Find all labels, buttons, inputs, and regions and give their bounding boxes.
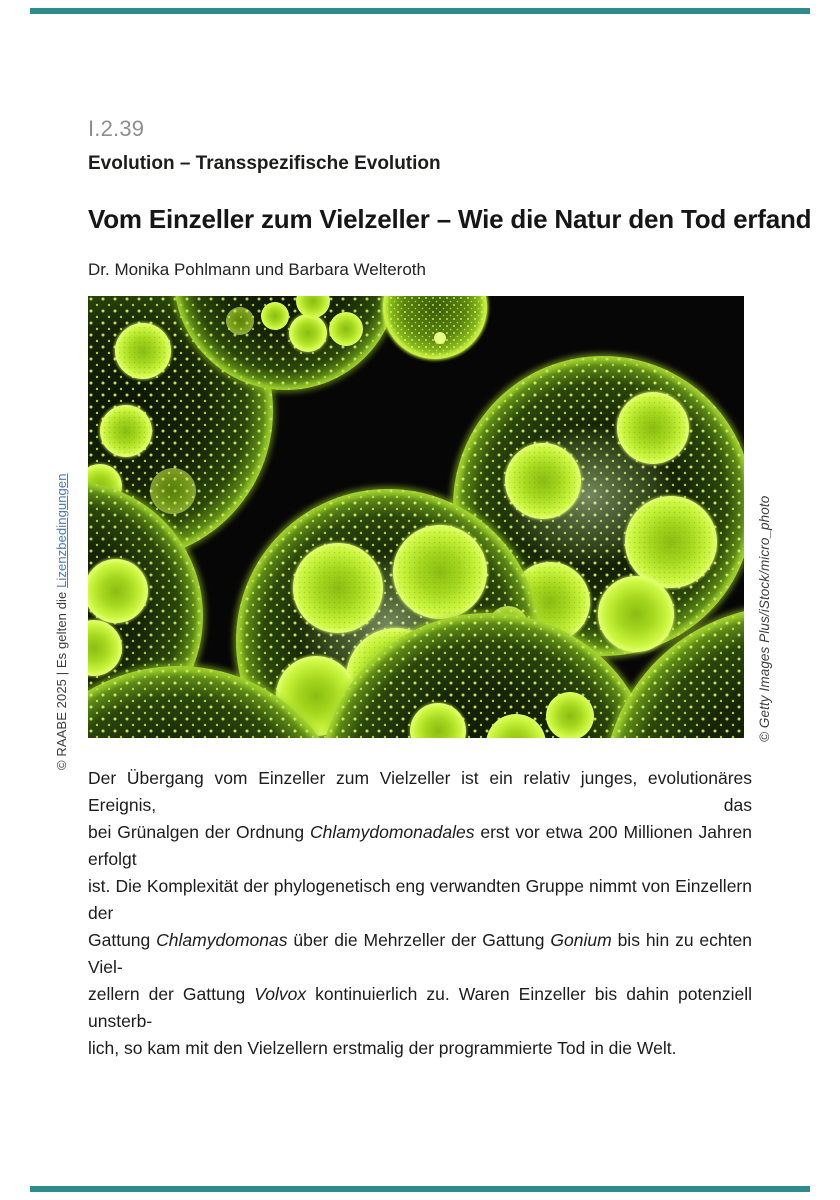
photo-credit: © Getty Images Plus/iStock/micro_photo	[757, 495, 772, 742]
page-title: Vom Einzeller zum Vielzeller – Wie die Natur den Tod erfand	[88, 204, 812, 234]
bottom-accent-rule	[30, 1186, 810, 1192]
topic-heading: Evolution – Transspezifische Evolution	[88, 153, 441, 174]
copyright-text: © RAABE 2025 | Es gelten die	[54, 587, 69, 770]
paragraph-line: zellern der Gattung Volvox kontinuierlich zu. Waren Einzeller bis dahin potenziell unsterb-	[88, 984, 753, 1031]
volvox-photo	[88, 296, 744, 738]
top-accent-rule	[30, 8, 810, 14]
unit-code: I.2.39	[88, 116, 145, 141]
paragraph-line: Gattung Chlamydomonas über die Mehrzeller der Gattung Gonium bis hin zu echten Viel-	[88, 930, 752, 977]
paragraph-line: lich, so kam mit den Vielzellern erstmalig der programmierte Tod in die Welt.	[88, 1038, 677, 1058]
paragraph-line: ist. Die Komplexität der phylogenetisch eng verwandten Gruppe nimmt von Einzellern der	[88, 876, 752, 923]
copyright-sidebar	[54, 473, 69, 770]
license-link[interactable]: Lizenzbedingungen	[54, 473, 69, 588]
body-paragraph	[88, 765, 752, 1062]
paragraph-line: bei Grünalgen der Ordnung Chlamydomonadales erst vor etwa 200 Millionen Jahren erfolgt	[88, 822, 753, 869]
authors-line: Dr. Monika Pohlmann und Barbara Welteroth	[88, 260, 426, 279]
volvox-photo-svg	[88, 296, 744, 738]
paragraph-line: Der Übergang vom Einzeller zum Vielzeller ist ein relativ junges, evolutionäres Ereignis, das	[88, 768, 752, 815]
